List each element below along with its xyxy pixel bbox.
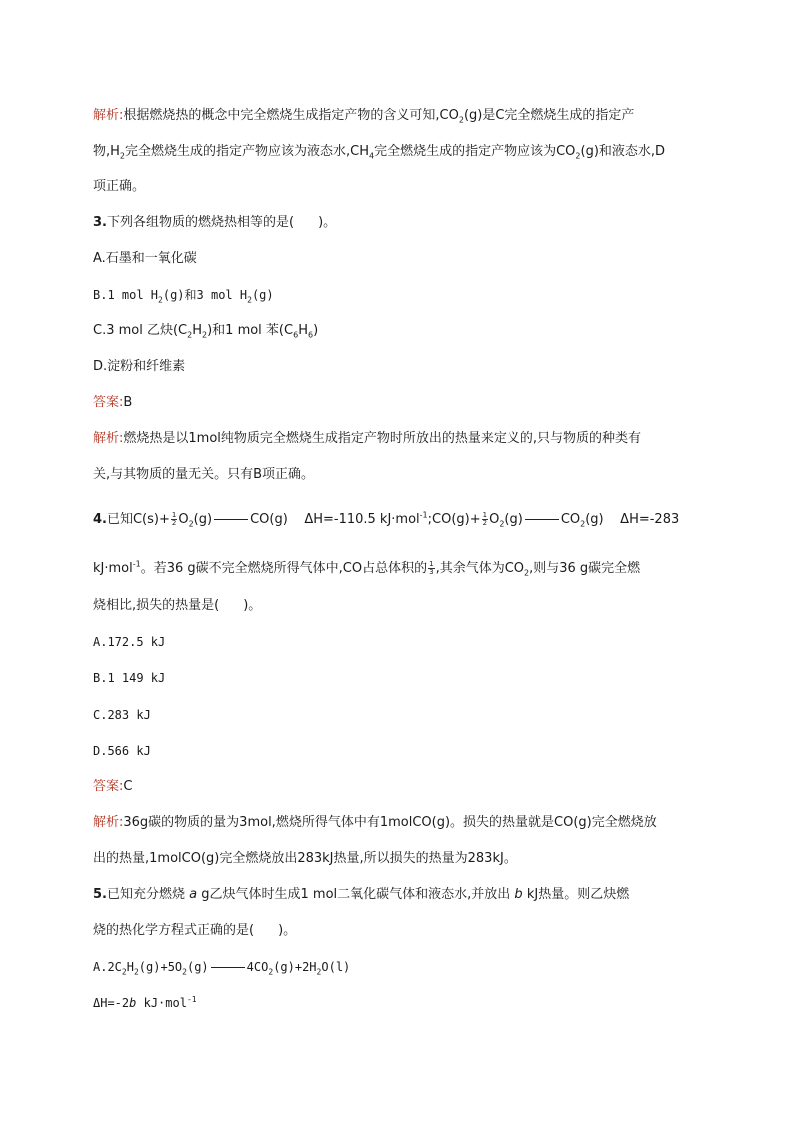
q4-stem-line-3: 烧相比,损失的热量是( )。 [93,598,262,613]
q5-option-a-equation: $A.2C_2H_2(g)+5O_2(g)$ $4CO_2(g)+2H_2O(l)$ [93,960,351,977]
reaction-arrow [214,519,248,520]
analysis-label: 解析: [93,431,124,446]
reaction-arrow [525,519,559,520]
q4-answer: 答案:C [93,779,133,794]
q5-stem-line-1: 5.已知充分燃烧 a g乙炔气体时生成1 mol二氧化碳气体和液态水,并放出 b kJ热量。则乙炔燃 [93,887,630,902]
q5-stem-line-2: 烧的热化学方程式正确的是( )。 [93,923,297,938]
question-number: 5. [93,887,107,902]
q4-analysis-line-1: 解析:36g碳的物质的量为3mol,燃烧所得气体中有1molCO(g)。损失的热量就是CO(g)完全燃烧放 [93,815,657,830]
analysis-label: 解析: [93,815,124,830]
q4-stem-line-1: 4.已知C(s)+ $\frac{1}{2}$ $O_2(g)$ CO(g) ΔH=-110.5 kJ·mol$^{-1}$;CO(g)+ $\frac{1}{2}$ $O_2(g)$ $CO_2(g)$ ΔH=-283 [93,510,680,529]
q5-option-a-enthalpy: ΔH=-2b kJ·mol$^{-1}$ [93,995,197,1010]
fraction-half: $\frac{1}{2}$ [482,511,488,527]
q4-option-c: C.283 kJ [93,708,151,722]
q2-analysis-line-2: 物$,H_2$完全燃烧生成的指定产物应该为液态水$,CH_4$完全燃烧生成的指定产物应该为$CO_2(g)$和液态水,D [93,144,666,161]
q2-analysis-line-1: 解析:根据燃烧热的概念中完全燃烧生成指定产物的含义可知$,CO_2(g)$是C完全燃烧生成的指定产 [93,108,635,125]
q3-option-b: B.1 mol $H_2(g)$和3 mol $H_2(g)$ [93,288,274,305]
question-number: 3. [93,215,107,230]
q3-option-d: D.淀粉和纤维素 [93,359,186,374]
question-number: 4. [93,512,107,527]
q4-option-b: B.1 149 kJ [93,671,166,685]
q4-analysis-line-2: 出的热量,1molCO(g)完全燃烧放出283kJ热量,所以损失的热量为283kJ。 [93,851,517,866]
q3-analysis-line-2: 关,与其物质的量无关。只有B项正确。 [93,467,315,482]
answer-label: 答案: [93,779,124,794]
q3-option-c: C.3 mol 乙炔$(C_2H_2)$和1 mol 苯$(C_6H_6)$ [93,323,319,340]
q3-answer: 答案:B [93,395,133,410]
q3-stem: 3.下列各组物质的燃烧热相等的是( )。 [93,215,337,230]
q4-option-a: A.172.5 kJ [93,635,166,649]
answer-label: 答案: [93,395,124,410]
reaction-arrow [211,967,245,968]
q2-analysis-line-3: 项正确。 [93,179,146,194]
analysis-label: 解析: [93,108,124,123]
fraction-half: $\frac{1}{2}$ [171,511,177,527]
q3-analysis-line-1: 解析:燃烧热是以1mol纯物质完全燃烧生成指定产物时所放出的热量来定义的,只与物质的种类有 [93,431,642,446]
q4-stem-line-2: kJ·mol$^{-1}$。若36 g碳不完全燃烧所得气体中,CO占总体积的 $\frac{1}{3}$ ,其余气体为$CO_2$,则与36 g碳完全燃 [93,559,641,578]
q4-option-d: D.566 kJ [93,744,151,758]
fraction-third: $\frac{1}{3}$ [429,560,434,576]
q3-option-a: A.石墨和一氧化碳 [93,251,197,266]
